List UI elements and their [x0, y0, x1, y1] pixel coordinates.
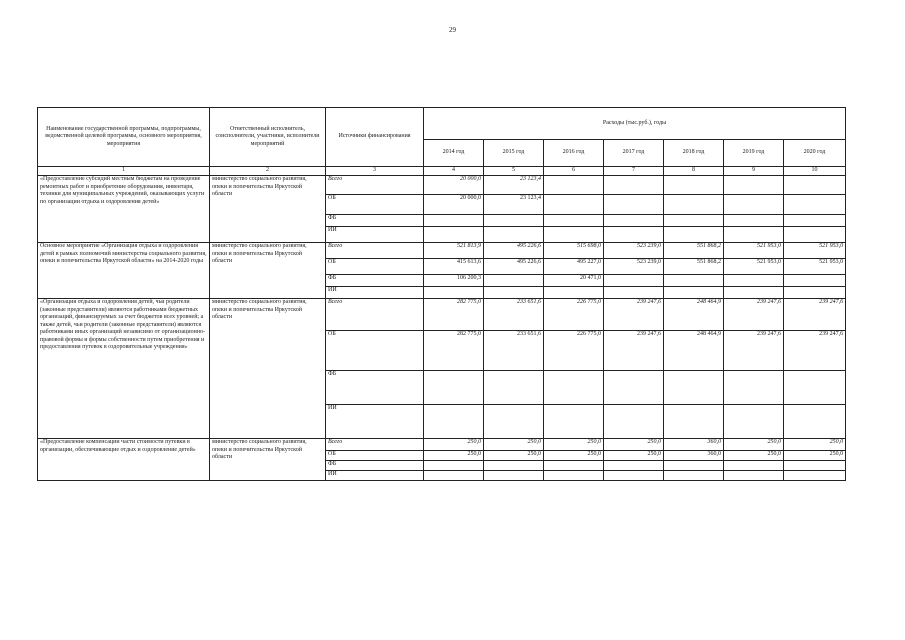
expense-value — [544, 371, 604, 405]
executor-name: министерство социального развития, опеки и попечительства Иркутской области — [210, 176, 326, 243]
funding-source: ФБ — [326, 275, 424, 287]
expense-value — [724, 405, 784, 439]
funding-source: ФБ — [326, 371, 424, 405]
expense-value: 233 651,6 — [484, 299, 544, 331]
expense-value — [604, 287, 664, 299]
expense-value: 515 698,0 — [544, 243, 604, 259]
expense-value: 495 227,0 — [544, 259, 604, 275]
expense-value — [544, 176, 604, 195]
expense-value — [544, 461, 604, 471]
expense-value — [784, 215, 846, 227]
table-row — [38, 243, 846, 259]
expense-value — [484, 471, 544, 481]
expense-value — [604, 405, 664, 439]
expense-value: 521 813,9 — [424, 243, 484, 259]
expense-value — [664, 195, 724, 215]
expense-value: 282 775,0 — [424, 299, 484, 331]
expense-value: 551 868,2 — [664, 243, 724, 259]
expense-value: 23 123,4 — [484, 176, 544, 195]
expense-value: 250,0 — [424, 439, 484, 451]
header-year: 2020 год — [784, 140, 846, 167]
expense-value — [424, 471, 484, 481]
funding-source: Всего — [326, 299, 424, 331]
expense-value — [664, 287, 724, 299]
expense-value — [784, 227, 846, 243]
expense-value — [604, 176, 664, 195]
expense-value — [784, 471, 846, 481]
expense-value: 521 953,0 — [724, 243, 784, 259]
expense-value — [724, 215, 784, 227]
expense-value — [484, 461, 544, 471]
funding-source: ОБ — [326, 451, 424, 461]
expense-value — [724, 275, 784, 287]
measure-name: «Организация отдыха и оздоровления детей, чьи родители (законные представители) являются работниками бюджетных организаций, финансируемых за счет бюджетов всех уровней; а также детей, чьи родители (законные представители) являются работниками иных организаций независимо от организационно-правовой формы и формы собственности путем приобретения и предоставления путевок в оздоровительные учреждения» — [38, 299, 210, 439]
expense-value — [664, 405, 724, 439]
page-number: 29 — [449, 26, 456, 34]
funding-source: ИИ — [326, 227, 424, 243]
expense-value — [784, 371, 846, 405]
expense-value — [664, 461, 724, 471]
table-row — [38, 176, 846, 195]
table-row — [38, 439, 846, 451]
expense-value: 20 471,0 — [544, 275, 604, 287]
column-number: 2 — [210, 167, 326, 176]
expense-value: 239 247,6 — [784, 299, 846, 331]
expense-value — [664, 227, 724, 243]
funding-source: ОБ — [326, 195, 424, 215]
expense-value: 20 000,0 — [424, 176, 484, 195]
column-number: 9 — [724, 167, 784, 176]
expense-value — [664, 275, 724, 287]
expense-value — [784, 287, 846, 299]
expense-value — [724, 195, 784, 215]
expense-value — [424, 227, 484, 243]
expense-value: 239 247,6 — [784, 331, 846, 371]
expense-value — [724, 227, 784, 243]
funding-source: ИИ — [326, 287, 424, 299]
expense-value: 239 247,6 — [724, 331, 784, 371]
expense-value: 250,0 — [604, 439, 664, 451]
expense-value: 248 464,9 — [664, 331, 724, 371]
expense-value: 226 775,0 — [544, 299, 604, 331]
column-number: 7 — [604, 167, 664, 176]
expense-value — [544, 405, 604, 439]
expense-value: 106 200,3 — [424, 275, 484, 287]
column-number: 1 — [38, 167, 210, 176]
header-source: Источники финансирования — [326, 108, 424, 167]
header-expenses: Расходы (тыс.руб.), годы — [424, 108, 846, 140]
expense-value: 20 000,0 — [424, 195, 484, 215]
expense-value — [424, 287, 484, 299]
expense-value: 233 651,6 — [484, 331, 544, 371]
expense-value — [484, 371, 544, 405]
expense-value — [424, 461, 484, 471]
executor-name: министерство социального развития, опеки и попечительства Иркутской области — [210, 299, 326, 439]
expense-value: 495 226,6 — [484, 243, 544, 259]
funding-source: ФБ — [326, 215, 424, 227]
expense-value: 250,0 — [484, 451, 544, 461]
expense-value: 521 953,0 — [784, 259, 846, 275]
measure-name: Основное мероприятие «Организация отдыха и оздоровления детей в рамках полномочий министерства социального развития, опеки и попечительства Иркутской области» на 2014-2020 годы — [38, 243, 210, 299]
expense-value — [544, 195, 604, 215]
expense-value: 226 775,0 — [544, 331, 604, 371]
column-number: 5 — [484, 167, 544, 176]
header-year: 2017 год — [604, 140, 664, 167]
funding-source: ОБ — [326, 259, 424, 275]
expense-value: 239 247,6 — [604, 299, 664, 331]
expense-value — [784, 461, 846, 471]
expense-value — [484, 287, 544, 299]
expense-value — [424, 215, 484, 227]
column-number: 3 — [326, 167, 424, 176]
expense-value — [784, 275, 846, 287]
executor-name: министерство социального развития, опеки и попечительства Иркутской области — [210, 243, 326, 299]
expense-value — [544, 287, 604, 299]
expense-value: 495 226,6 — [484, 259, 544, 275]
expense-value — [604, 461, 664, 471]
expense-value: 360,0 — [664, 451, 724, 461]
header-year: 2015 год — [484, 140, 544, 167]
budget-table — [37, 107, 846, 481]
expense-value — [544, 227, 604, 243]
expense-value: 23 123,4 — [484, 195, 544, 215]
expense-value — [724, 287, 784, 299]
expense-value — [664, 176, 724, 195]
funding-source: ОБ — [326, 331, 424, 371]
expense-value: 250,0 — [724, 451, 784, 461]
expense-value — [424, 405, 484, 439]
expense-value — [544, 471, 604, 481]
expense-value — [604, 215, 664, 227]
expense-value — [784, 176, 846, 195]
expense-value: 250,0 — [484, 439, 544, 451]
measure-name: «Предоставление субсидий местным бюджетам на проведение ремонтных работ и приобретение оборудования, инвентаря, техники для муниципальных учреждений, оказывающих услуги по организации отдыха и оздоровления детей» — [38, 176, 210, 243]
header-year: 2014 год — [424, 140, 484, 167]
expense-value — [484, 215, 544, 227]
expense-value: 250,0 — [544, 451, 604, 461]
expense-value: 282 775,0 — [424, 331, 484, 371]
column-number: 10 — [784, 167, 846, 176]
expense-value: 250,0 — [544, 439, 604, 451]
column-number: 4 — [424, 167, 484, 176]
measure-name: «Предоставление компенсации части стоимости путевки в организации, обеспечивающие отдых и оздоровление детей» — [38, 439, 210, 481]
expense-value — [784, 195, 846, 215]
expense-value — [604, 195, 664, 215]
expense-value — [484, 275, 544, 287]
expense-value — [664, 371, 724, 405]
funding-source: ИИ — [326, 405, 424, 439]
header-year: 2018 год — [664, 140, 724, 167]
expense-value: 248 464,9 — [664, 299, 724, 331]
expense-value: 250,0 — [424, 451, 484, 461]
expense-value: 360,0 — [664, 439, 724, 451]
expense-value — [724, 471, 784, 481]
funding-source: ИИ — [326, 471, 424, 481]
expense-value: 250,0 — [784, 439, 846, 451]
header-executor: Ответственный исполнитель, соисполнители, участники, исполнители мероприятий — [210, 108, 326, 167]
expense-value — [724, 461, 784, 471]
expense-value — [724, 176, 784, 195]
header-year: 2019 год — [724, 140, 784, 167]
expense-value — [424, 371, 484, 405]
expense-value — [604, 471, 664, 481]
header-year: 2016 год — [544, 140, 604, 167]
expense-value — [784, 405, 846, 439]
expense-value — [544, 215, 604, 227]
funding-source: ФБ — [326, 461, 424, 471]
funding-source: Всего — [326, 176, 424, 195]
expense-value: 551 868,2 — [664, 259, 724, 275]
expense-value — [604, 371, 664, 405]
expense-value: 239 247,6 — [604, 331, 664, 371]
expense-value — [484, 405, 544, 439]
expense-value — [604, 227, 664, 243]
expense-value — [724, 371, 784, 405]
expense-value — [664, 471, 724, 481]
column-number: 8 — [664, 167, 724, 176]
expense-value: 250,0 — [784, 451, 846, 461]
funding-source: Всего — [326, 243, 424, 259]
expense-value — [664, 215, 724, 227]
funding-source: Всего — [326, 439, 424, 451]
expense-value: 523 239,0 — [604, 259, 664, 275]
table-row — [38, 299, 846, 331]
header-name: Наименование государственной программы, подпрограммы, ведомственной целевой программы, основного мероприятия, мероприятия — [38, 108, 210, 167]
expense-value: 521 953,0 — [784, 243, 846, 259]
expense-value: 523 239,0 — [604, 243, 664, 259]
expense-value: 521 953,0 — [724, 259, 784, 275]
expense-value: 415 613,6 — [424, 259, 484, 275]
expense-value: 250,0 — [604, 451, 664, 461]
column-number: 6 — [544, 167, 604, 176]
expense-value — [604, 275, 664, 287]
executor-name: министерство социального развития, опеки и попечительства Иркутской области — [210, 439, 326, 481]
expense-value: 239 247,6 — [724, 299, 784, 331]
expense-value — [484, 227, 544, 243]
expense-value: 250,0 — [724, 439, 784, 451]
